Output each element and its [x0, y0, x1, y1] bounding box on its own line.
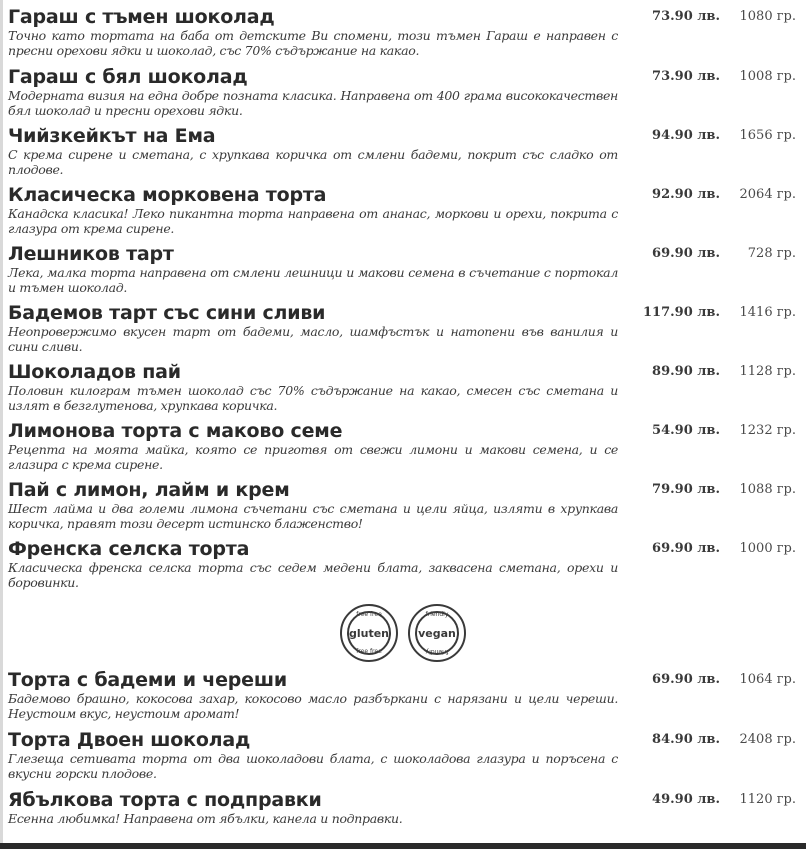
item-price: 69.90 лв.	[652, 246, 720, 261]
item-price: 117.90 лв.	[642, 305, 720, 320]
item-weight: 1000 гр.	[739, 541, 796, 556]
item-name: Френска селска торта	[8, 538, 250, 560]
item-weight: 1088 гр.	[739, 482, 796, 497]
badge-word: vegan	[418, 626, 456, 640]
diet-badges	[340, 604, 470, 664]
item-name: Шоколадов пай	[8, 361, 181, 383]
item-name: Торта с бадеми и череши	[8, 669, 287, 691]
item-weight: 728 гр.	[747, 246, 796, 261]
badge-word: gluten	[348, 626, 390, 640]
item-price: 69.90 лв.	[652, 541, 720, 556]
item-name: Пай с лимон, лайм и крем	[8, 479, 290, 501]
badge-arc-text: friendly	[425, 611, 449, 618]
item-weight: 1232 гр.	[739, 423, 796, 438]
bottom-border	[0, 843, 806, 849]
item-weight: 1656 гр.	[739, 128, 796, 143]
badge-arc-text: friendly	[425, 648, 449, 655]
item-description: Класическа френска селска торта със седем медени блата, заквасена сметана, орехи и боровинки.	[8, 560, 618, 590]
left-border	[0, 0, 3, 849]
item-price: 92.90 лв.	[652, 187, 720, 202]
item-weight: 1008 гр.	[739, 69, 796, 84]
vegan-friendly-badge-icon	[408, 604, 466, 662]
item-description: Половин килограм тъмен шоколад със 70% съдържание на какао, смесен със сметана и излят в безглутенова, хрупкава коричка.	[8, 383, 618, 413]
item-name: Гараш с бял шоколад	[8, 66, 248, 88]
item-price: 69.90 лв.	[652, 672, 720, 687]
item-price: 84.90 лв.	[652, 732, 720, 747]
item-weight: 1120 гр.	[739, 792, 796, 807]
item-description: Глезеща сетивата торта от два шоколадови блата, с шоколадова глазура и поръсена с вкусни горски плодове.	[8, 751, 618, 781]
item-description: Шест лайма и два големи лимона съчетани със сметана и цели яйца, изляти в хрупкава коричка, правят този десерт истинско блаженство!	[8, 501, 618, 531]
item-weight: 1080 гр.	[739, 9, 796, 24]
item-price: 54.90 лв.	[652, 423, 720, 438]
item-price: 73.90 лв.	[652, 69, 720, 84]
item-weight: 2408 гр.	[739, 732, 796, 747]
item-description: Есенна любимка! Направена от ябълки, канела и подправки.	[8, 811, 403, 826]
item-name: Чийзкейкът на Ема	[8, 125, 216, 147]
gluten-free-badge-icon	[340, 604, 398, 662]
item-description: Рецепта на моята майка, която се приготвя от свежи лимони и макови семена, и се глазира с крема сирене.	[8, 442, 618, 472]
item-price: 79.90 лв.	[652, 482, 720, 497]
item-name: Лешников тарт	[8, 243, 174, 265]
item-weight: 2064 гр.	[739, 187, 796, 202]
item-description: Бадемово брашно, кокосова захар, кокосово масло разбъркани с нарязани и цели череши. Неустоим вкус, неустоим аромат!	[8, 691, 618, 721]
item-price: 94.90 лв.	[652, 128, 720, 143]
badge-arc-text: free free	[356, 611, 382, 618]
item-description: Модерната визия на една добре позната класика. Направена от 400 грама висококачествен бял шоколад и пресни орехови ядки.	[8, 88, 618, 118]
item-name: Класическа морковена торта	[8, 184, 327, 206]
item-description: С крема сирене и сметана, с хрупкава коричка от смлени бадеми, покрит със сладко от плодове.	[8, 147, 618, 177]
item-description: Канадска класика! Леко пикантна торта направена от ананас, моркови и орехи, покрита с глазура от крема сирене.	[8, 206, 618, 236]
item-price: 49.90 лв.	[652, 792, 720, 807]
item-weight: 1064 гр.	[739, 672, 796, 687]
item-price: 89.90 лв.	[652, 364, 720, 379]
item-name: Бадемов тарт със сини сливи	[8, 302, 326, 324]
item-weight: 1416 гр.	[739, 305, 796, 320]
item-name: Гараш с тъмен шоколад	[8, 6, 275, 28]
item-name: Торта Двоен шоколад	[8, 729, 251, 751]
item-description: Точно като тортата на баба от детските Ви спомени, този тъмен Гараш е направен с пресни орехови ядки и шоколад, със 70% съдържание на какао.	[8, 28, 618, 58]
item-name: Ябълкова торта с подправки	[8, 789, 322, 811]
item-description: Лека, малка торта направена от смлени лешници и макови семена в съчетание с портокал и тъмен шоколад.	[8, 265, 618, 295]
item-weight: 1128 гр.	[739, 364, 796, 379]
item-price: 73.90 лв.	[652, 9, 720, 24]
item-description: Неопровержимо вкусен тарт от бадеми, масло, шамфъстък и натопени във ванилия и сини сливи.	[8, 324, 618, 354]
badge-arc-text: free free	[356, 648, 382, 655]
item-name: Лимонова торта с маково семе	[8, 420, 343, 442]
